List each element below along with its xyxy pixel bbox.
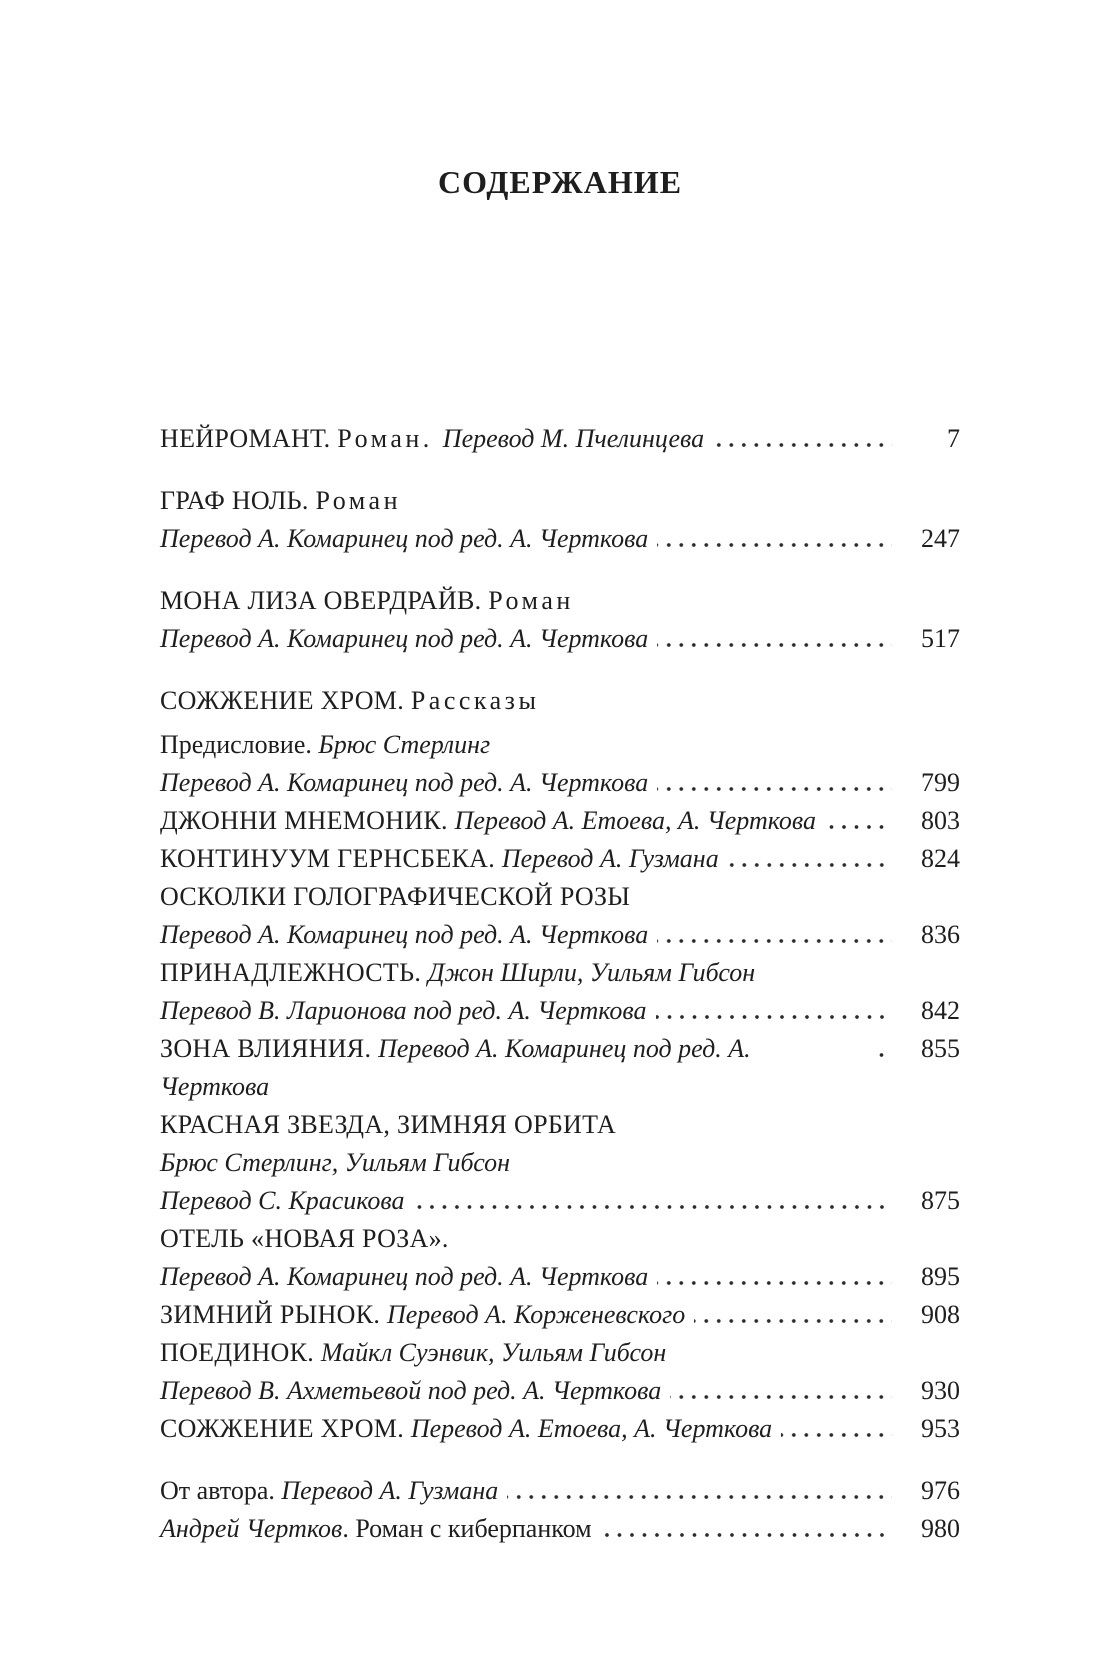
toc-page-number: 875 [921,1186,960,1215]
toc-line [160,1106,960,1144]
toc-line [160,1372,960,1410]
toc-entry [160,1106,960,1220]
toc-text-segment-caps: ЗОНА ВЛИЯНИЯ. [160,1034,379,1063]
toc-page-number: 976 [921,1476,960,1505]
toc-text-segment-plain: Предисловие. [160,730,319,759]
toc-text-segment-italic: Перевод В. Ахметьевой под ред. А. Черткова [160,1376,662,1405]
dot-leader [657,787,892,791]
toc-line [160,954,960,992]
toc-entry-text [160,992,647,1030]
toc-entry-text [160,1372,661,1410]
toc-text-segment-italic: Перевод А. Гузмана [281,1476,499,1505]
toc-text-segment-italic: Перевод А. Гузмана [501,844,719,873]
dot-leader [825,825,892,829]
toc-text-segment-italic: Перевод В. Ларионова под ред. А. Черткова [160,996,647,1025]
toc-text-segment-italic: Перевод С. Красикова [160,1186,405,1215]
toc-text-segment-caps: НЕЙРОМАНТ. [160,424,338,453]
toc-entry-text [160,482,401,520]
toc-entry [160,1296,960,1334]
toc-text-segment-italic: Перевод А. Комаринец под ред. А. Черткова [160,524,649,553]
toc-entry [160,582,960,658]
toc-entry-text [160,1106,616,1144]
toc-text-segment-caps: МОНА ЛИЗА ОВЕРДРАЙВ. [160,586,489,615]
toc-entry-text [160,1220,449,1258]
dot-leader [728,863,892,867]
toc-line [160,1296,960,1334]
toc-text-segment-caps: ПРИНАДЛЕЖНОСТЬ. [160,958,428,987]
toc-entry-text [160,1258,648,1296]
toc-page-number: 895 [921,1262,960,1291]
toc-entry-text [160,582,574,620]
toc-line [160,1472,960,1510]
toc-text-segment-italic: Перевод А. Комаринец под ред. А. Черткова [160,768,649,797]
toc-entry-text [160,520,648,558]
dot-leader [657,1281,892,1285]
toc-entry [160,1410,960,1448]
toc-line [160,1510,960,1548]
toc-page-number: 953 [921,1414,960,1443]
toc-entry-text [160,764,648,802]
toc-line [160,482,960,520]
toc-entry-text [160,840,719,878]
toc-entry [160,682,960,720]
toc-text-segment-caps: ЗИМНИЙ РЫНОК. [160,1300,387,1329]
toc-text-segment-italic: Перевод А. Комаринец под ред. А. Черткова [160,1034,758,1101]
dot-leader [670,1395,892,1399]
page-title: СОДЕРЖАНИЕ [437,164,683,200]
dot-leader [507,1495,892,1499]
toc-page-number: 799 [921,768,960,797]
toc-page-number: 980 [921,1514,960,1543]
toc-page-number: 908 [921,1300,960,1329]
toc-text-segment-italic: Перевод А. Етоева, А. Черткова [454,806,817,835]
toc-text-segment-italic: Перевод А. Корженевского [386,1300,686,1329]
toc-line [160,840,960,878]
toc-text-segment-caps: СОЖЖЕНИЕ ХРОМ. [160,1414,411,1443]
toc-entry [160,726,960,802]
toc-entry-text [160,1510,592,1548]
toc-line [160,1258,960,1296]
toc-page-number: 517 [921,624,960,653]
toc-line [160,1220,960,1258]
toc-text-segment-italic: Брюс Стерлинг [318,730,491,759]
dot-leader [874,1053,892,1057]
toc-line [160,916,960,954]
toc-line [160,802,960,840]
toc-text-segment-caps: ОТЕЛЬ «НОВАЯ РОЗА». [160,1224,449,1253]
toc-entry [160,878,960,954]
toc-entry [160,1334,960,1410]
toc-entry-text [160,1182,405,1220]
toc-entry-text [160,620,648,658]
toc-line [160,620,960,658]
toc-line [160,878,960,916]
toc-text-segment-italic: Брюс Стерлинг, Уильям Гибсон [160,1148,511,1177]
toc-page-number: 836 [921,920,960,949]
toc-line [160,520,960,558]
toc-text-segment-spaced: Роман. [337,424,443,453]
toc-entry [160,482,960,558]
toc-list [160,420,960,1548]
toc-text-segment-plain: . Роман с киберпанком [342,1514,592,1543]
toc-line [160,764,960,802]
toc-entry-text [160,726,490,764]
toc-entry-text [160,954,755,992]
toc-entry-text [160,1030,865,1106]
toc-entry [160,954,960,1030]
toc-line [160,1182,960,1220]
toc-page-number: 842 [921,996,960,1025]
toc-page-number: 247 [921,524,960,553]
toc-line [160,582,960,620]
toc-page-number: 930 [921,1376,960,1405]
toc-line [160,726,960,764]
toc-text-segment-italic: Джон Ширли, Уильям Гибсон [427,958,756,987]
toc-line [160,420,960,458]
toc-text-segment-caps: КОНТИНУУМ ГЕРНСБЕКА. [160,844,502,873]
toc-text-segment-spaced: Роман [488,586,574,615]
toc-page-number: 824 [921,844,960,873]
toc-text-segment-caps: ОСКОЛКИ ГОЛОГРАФИЧЕСКОЙ РОЗЫ [160,882,631,911]
toc-text-segment-caps: ДЖОННИ МНЕМОНИК. [160,806,455,835]
toc-text-segment-caps: ПОЕДИНОК. [160,1338,321,1367]
toc-entry [160,420,960,458]
toc-text-segment-spaced: Рассказы [410,686,540,715]
toc-line [160,1030,960,1106]
dot-leader [414,1205,892,1209]
toc-entry-text [160,878,630,916]
toc-entry-text [160,1472,498,1510]
toc-entry [160,1472,960,1510]
toc-entry [160,840,960,878]
toc-line [160,1144,960,1182]
toc-line [160,992,960,1030]
toc-page-number: 855 [921,1034,960,1063]
toc-entry-text [160,802,816,840]
toc-text-segment-italic: Перевод А. Комаринец под ред. А. Черткова [160,624,649,653]
toc-text-segment-plain: От автора. [160,1476,282,1505]
toc-text-segment-italic: Перевод М. Пчелинцева [442,424,705,453]
toc-text-segment-caps: СОЖЖЕНИЕ ХРОМ. [160,686,411,715]
toc-entry [160,1030,960,1106]
toc-entry-text [160,1410,772,1448]
toc-text-segment-caps: ГРАФ НОЛЬ. [160,486,316,515]
dot-leader [657,939,892,943]
dot-leader [713,443,892,447]
toc-entry-text [160,682,539,720]
dot-leader [694,1319,892,1323]
toc-entry-text [160,420,704,458]
dot-leader [657,543,892,547]
toc-text-segment-caps: КРАСНАЯ ЗВЕЗДА, ЗИМНЯЯ ОРБИТА [160,1110,617,1139]
dot-leader [601,1533,892,1537]
toc-line [160,682,960,720]
dot-leader [656,1015,892,1019]
toc-text-segment-italic: Майкл Суэнвик, Уильям Гибсон [320,1338,667,1367]
toc-text-segment-italic: Перевод А. Комаринец под ред. А. Черткова [160,1262,649,1291]
toc-text-segment-italic: Перевод А. Етоева, А. Черткова [410,1414,773,1443]
toc-text-segment-italic: Перевод А. Комаринец под ред. А. Черткова [160,920,649,949]
toc-line [160,1410,960,1448]
toc-page-number: 803 [921,806,960,835]
toc-page-number: 7 [947,424,960,453]
toc-entry-text [160,1144,510,1182]
toc-entry-text [160,1334,666,1372]
toc-entry-text [160,916,648,954]
toc-text-segment-spaced: Роман [315,486,402,515]
toc-entry [160,1510,960,1548]
toc-line [160,1334,960,1372]
toc-entry [160,1220,960,1296]
toc-entry [160,802,960,840]
toc-entry-text [160,1296,685,1334]
dot-leader [657,643,892,647]
dot-leader [781,1433,892,1437]
toc-text-segment-italic: Андрей Чертков [160,1514,343,1543]
